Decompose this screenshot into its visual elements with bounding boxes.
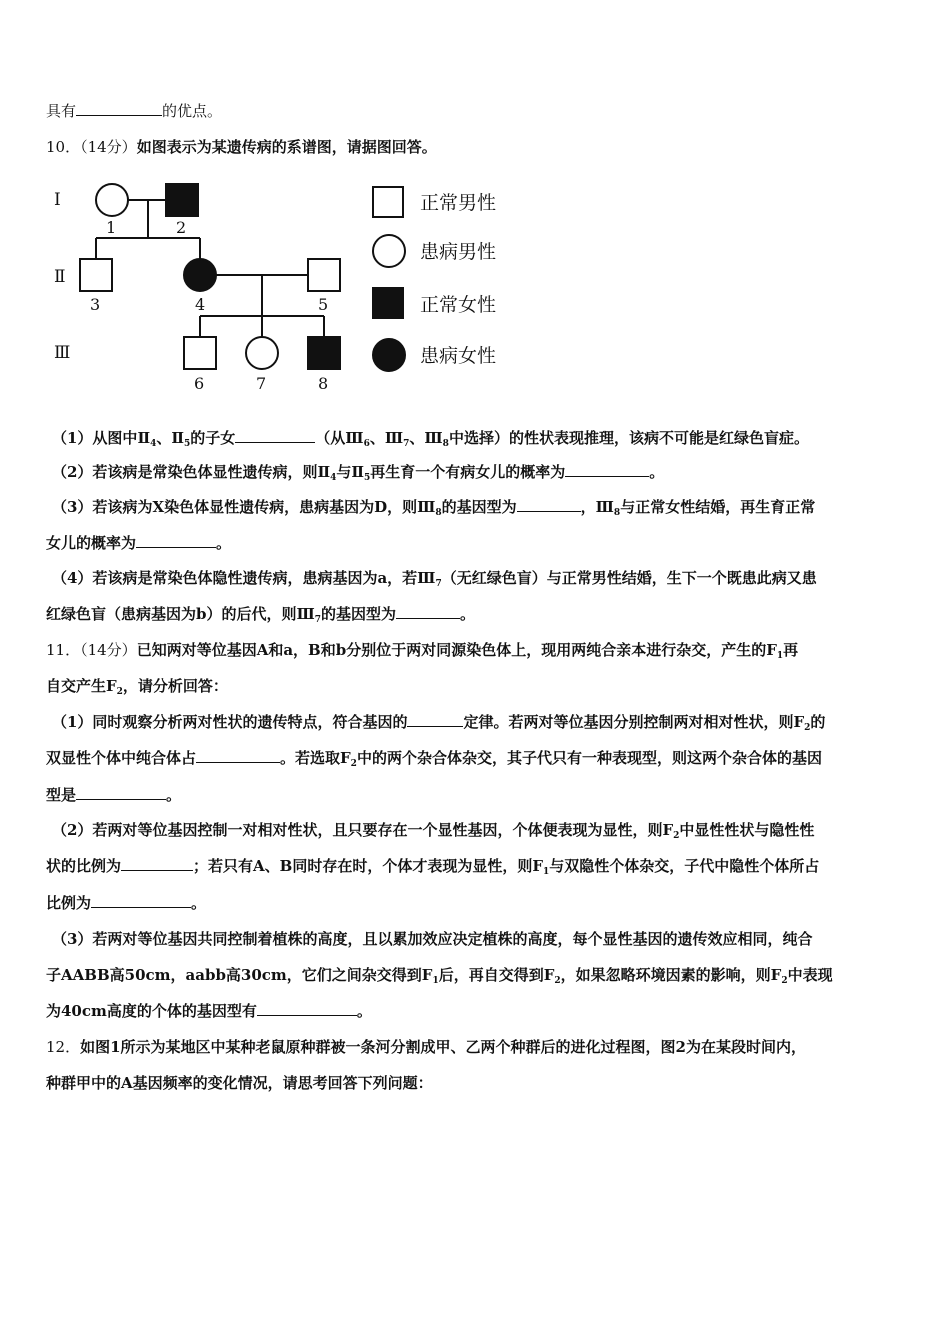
gen-label-3: Ⅲ <box>54 343 71 363</box>
top-line <box>46 101 222 121</box>
q10-sub2: （2）若该病是常染色体显性遗传病，则$Ⅱ_4$与$Ⅱ_5$再生育一个有病女儿的概率为 。 <box>52 463 665 483</box>
q11-sub3-line1: （3）若两对等位基因共同控制着植株的高度，且以累加效应决定植株的高度，每个显性基因的遗传效应相同，纯合 <box>52 930 813 948</box>
q11-sub1-line2: 双显性个体中纯合体占 。若选取$F_2$中的两个杂合体杂交，其子代只有一种表现型，则这两个杂合体的基因 <box>46 749 822 769</box>
legend-normal-female: 正常女性 <box>420 294 497 316</box>
q11-sub2-line3: 比例为 。 <box>46 894 207 912</box>
q10-sub3-line2: 女儿的概率为 。 <box>46 534 232 552</box>
legend-affected-female-icon <box>373 339 405 371</box>
q10-sub3-line1: （3）若该病为X染色体显性遗传病，患病基因为D，则$Ⅲ_8$的基因型为 ，$Ⅲ_8$与正常女性结婚，再生育正常 <box>52 498 816 518</box>
q11-stem-line2: 自交产生$F_2$，请分析回答： <box>46 677 228 697</box>
q12-line2: 种群甲中的A基因频率的变化情况，请思考回答下列问题： <box>46 1074 433 1092</box>
q10-heading <box>46 137 437 157</box>
individual-2-symbol <box>166 184 198 216</box>
q11-sub2-line1: （2）若两对等位基因控制一对相对性状，且只要存在一个显性基因，个体便表现为显性，则$F_2$中显性性状与隐性性 <box>52 821 815 841</box>
individual-5-label: 5 <box>318 295 329 314</box>
gen-label-2: Ⅱ <box>54 267 66 287</box>
answer-blank <box>565 462 649 477</box>
individual-8-symbol <box>308 337 340 369</box>
q12-number: 12． <box>46 1038 81 1056</box>
answer-blank <box>91 893 191 908</box>
q11-sub2-line2: 状的比例为 ；若只有A、B同时存在时，个体才表现为显性，则$F_1$与双隐性个体杂交，子代中隐性个体所占 <box>46 857 820 877</box>
pedigree-chart <box>40 175 530 395</box>
individual-6-label: 6 <box>194 374 205 393</box>
q11-points: （14分） <box>80 641 137 659</box>
q11-stem: 已知两对等位基因A和a，B和b分别位于两对同源染色体上，现用两纯合亲本进行杂交，产生的$F_1$再 <box>136 641 799 661</box>
answer-blank <box>121 856 193 871</box>
q11-number: 11． <box>46 641 81 659</box>
top-text-prefix: 具有 <box>46 102 77 120</box>
top-text-suffix: 的优点。 <box>162 102 223 120</box>
individual-5-symbol <box>308 259 340 291</box>
individual-4-label: 4 <box>195 295 206 314</box>
individual-7-symbol <box>246 337 278 369</box>
legend-affected-male-icon <box>373 235 405 267</box>
legend-normal-male: 正常男性 <box>420 192 497 214</box>
q10-number: 10． <box>46 138 81 156</box>
individual-1-symbol <box>96 184 128 216</box>
answer-blank <box>136 533 216 548</box>
q12-line1 <box>46 1037 806 1057</box>
answer-blank <box>196 748 280 763</box>
answer-blank <box>76 101 162 116</box>
q10-sub4-line1: （4）若该病是常染色体隐性遗传病，患病基因为a，若$Ⅲ_7$（无红绿色盲）与正常男性结婚，生下一个既患此病又患 <box>52 569 817 589</box>
q11-sub3-line3: 为40cm高度的个体的基因型有 。 <box>46 1002 372 1020</box>
q12-stem: 如图1所示为某地区中某种老鼠原种群被一条河分割成甲、乙两个种群后的进化过程图，图2为在某段时间内， <box>80 1038 806 1056</box>
individual-2-label: 2 <box>176 218 187 237</box>
q10-sub1: （1）从图中$Ⅱ_4$、$Ⅱ_5$的子女 （从$Ⅲ_6$、$Ⅲ_7$、$Ⅲ_8$中选择）的性状表现推理，该病不可能是红绿色盲症。 <box>52 429 809 449</box>
answer-blank <box>235 428 315 443</box>
legend-normal-female-icon <box>373 288 403 318</box>
q10-sub4-line2: 红绿色盲（患病基因为b）的后代，则$Ⅲ_7$的基因型为 。 <box>46 605 476 625</box>
q11-heading <box>46 640 798 660</box>
individual-3-label: 3 <box>90 295 101 314</box>
answer-blank <box>517 497 581 512</box>
answer-blank <box>396 604 460 619</box>
legend-affected-female: 患病女性 <box>420 345 497 367</box>
legend-normal-male-icon <box>373 187 403 217</box>
q11-sub1-line1: （1）同时观察分析两对性状的遗传特点，符合基因的 定律。若两对等位基因分别控制两对相对性状，则$F_2$的 <box>52 713 826 733</box>
legend-affected-male: 患病男性 <box>420 241 497 263</box>
individual-4-symbol <box>184 259 216 291</box>
answer-blank <box>257 1001 357 1016</box>
gen-label-1: Ⅰ <box>54 190 61 210</box>
q11-sub1-line3: 型是 。 <box>46 786 182 804</box>
q10-stem: 如图表示为某遗传病的系谱图，请据图回答。 <box>136 138 437 156</box>
individual-8-label: 8 <box>318 374 329 393</box>
individual-1-label: 1 <box>106 218 117 237</box>
answer-blank <box>76 785 166 800</box>
individual-6-symbol <box>184 337 216 369</box>
q10-points: （14分） <box>80 138 137 156</box>
q11-sub3-line2: 子AABB高50cm，aabb高30cm，它们之间杂交得到$F_1$后，再自交得到$F_2$，如果忽略环境因素的影响，则$F_2$中表现 <box>46 966 833 986</box>
individual-3-symbol <box>80 259 112 291</box>
answer-blank <box>407 712 463 727</box>
individual-7-label: 7 <box>256 374 267 393</box>
